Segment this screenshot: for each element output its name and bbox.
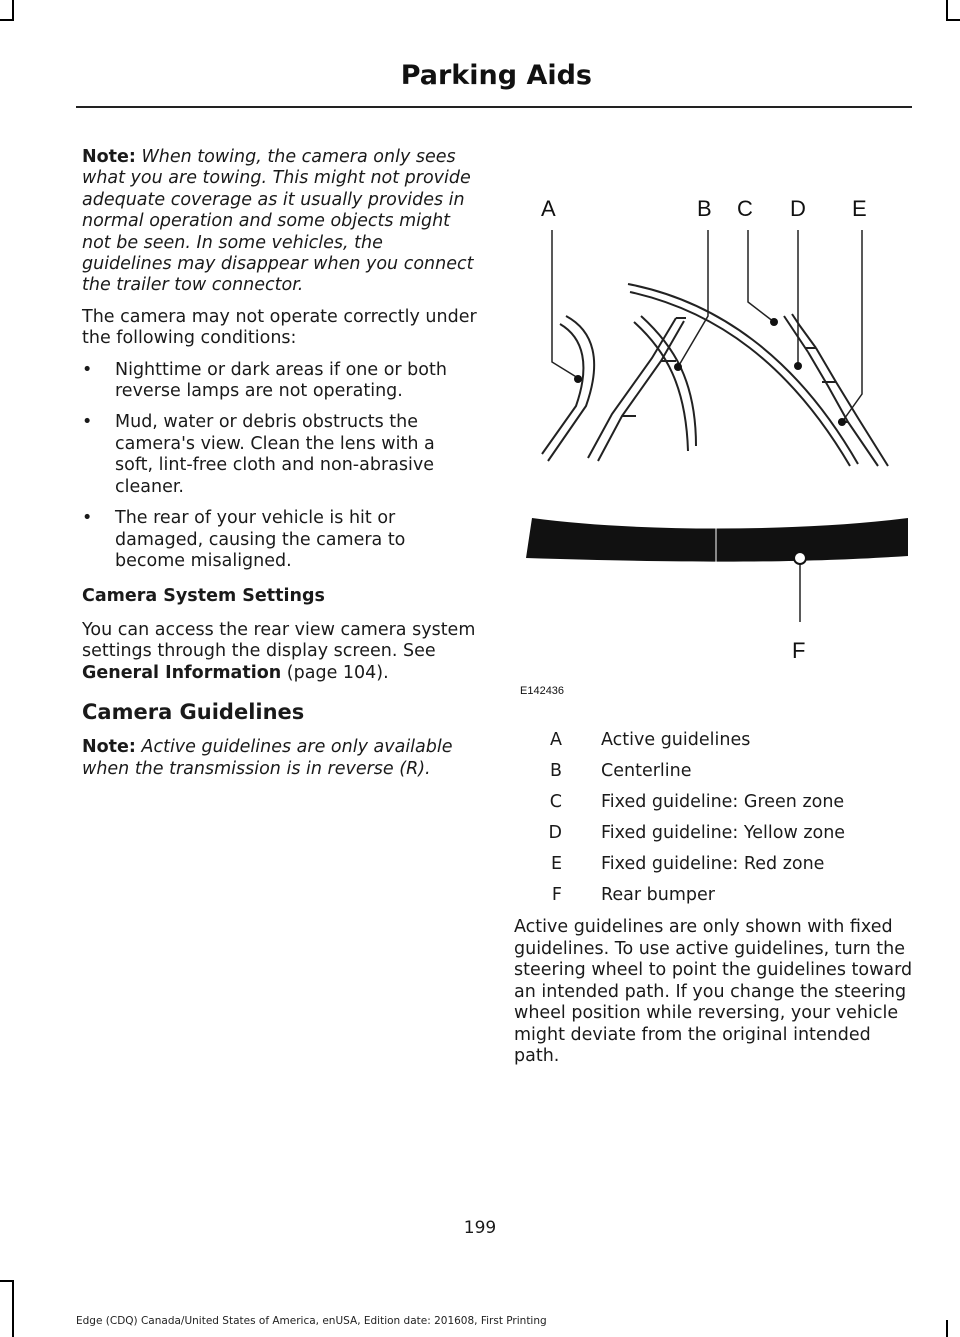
marker-dot [574,375,582,383]
page-number: 199 [463,1218,497,1238]
crop-mark [946,19,960,21]
label-d: D [790,196,806,221]
footer-edition: Edge (CDQ) Canada/United States of America, enUSA, Edition date: 201608, First Printing [76,1315,547,1327]
crop-mark [12,1280,14,1337]
active-guideline-center [641,316,696,446]
list-item: • The rear of your vehicle is hit or damaged, causing the camera to become misaligned. [82,508,406,571]
legend-row: E Fixed guideline: Red zone [550,853,825,874]
centerline-arc [628,284,858,464]
leader-line-a [552,230,578,378]
fixed-guideline-right [808,352,878,466]
conditions-intro: The camera may not operate correctly under the following conditions: [82,306,477,349]
legend-row: A Active guidelines [550,729,751,750]
marker-dot [674,363,682,371]
crop-mark [0,1280,14,1282]
conditions-list [82,360,478,573]
bullet-icon: • [82,508,93,529]
bullet-icon: • [82,359,93,380]
crop-mark [12,0,14,20]
active-guideline-left [542,324,583,454]
label-f: F [792,638,806,663]
figure-code: E142436 [520,685,565,696]
active-guideline-left [548,316,594,461]
crop-mark [946,0,948,20]
legend-row: B Centerline [549,760,692,781]
label-b: B [697,196,712,221]
centerline-arc [630,292,850,466]
note-label: Note: [82,147,136,167]
label-a: A [541,196,556,221]
list-item: • Nighttime or dark areas if one or both reverse lamps are not operating. [82,359,447,402]
marker-dot [794,362,802,370]
general-information-link[interactable]: General Information [82,662,282,683]
left-column [82,147,478,790]
bullet-icon: • [82,412,93,433]
legend-row: F Rear bumper [551,884,715,905]
fixed-guideline-right [792,314,816,348]
rear-bumper [526,518,908,562]
note-towing [82,147,478,297]
settings-heading: Camera System Settings [82,586,325,607]
leader-line-e [842,230,862,422]
label-c: C [737,196,753,221]
header-divider [76,106,912,108]
active-guidelines-paragraph: Active guidelines are only shown with fixed guidelines. To use active guidelines, turn the steering wheel to point the guidelines toward an intended path. If you change the steering wheel position while reversing, your vehicle might deviate from the original intended path. [514,917,913,1066]
legend-row: C Fixed guideline: Green zone [549,791,845,812]
diagram-legend [516,724,916,910]
fixed-guideline-left [588,318,676,458]
marker-dot [794,552,806,564]
guidelines-heading: Camera Guidelines [82,699,305,724]
note-text: Active guidelines are only available when the transmission is in reverse (R). [82,737,453,779]
note-reverse [82,737,478,780]
legend-row: D Fixed guideline: Yellow zone [548,822,846,843]
fixed-guideline-left [598,321,684,461]
marker-dot [838,418,846,426]
page-title: Parking Aids [400,60,592,91]
leader-line-c [748,230,774,322]
list-item: • Mud, water or debris obstructs the camera's view. Clean the lens with a soft, lint-free cloth and non-abrasive cleaner. [82,412,435,497]
leader-line-b [678,230,708,367]
camera-guidelines-diagram [516,186,920,696]
crop-mark [0,19,14,21]
marker-dot [770,318,778,326]
settings-paragraph: You can access the rear view camera system settings through the display screen. See General Information (page 104). [82,619,476,683]
label-e: E [852,196,867,221]
note-text: When towing, the camera only sees what you are towing. This might not provide adequate coverage as it usually provides in normal operation and some objects might not be seen. In some vehicles, the guidelines may disappear when you connect the trailer tow connector. [82,147,474,296]
crop-mark [946,1320,948,1337]
note-label: Note: [82,737,136,758]
